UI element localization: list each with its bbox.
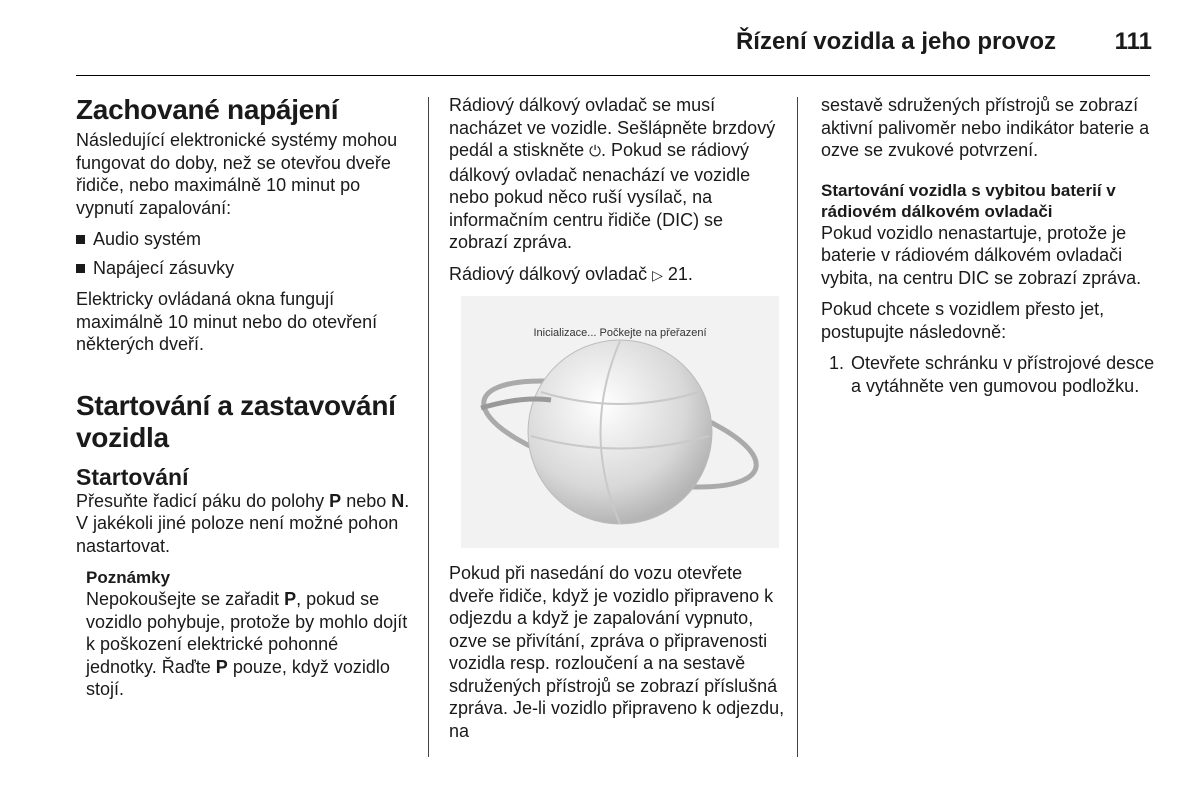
paragraph-continued: sestavě sdružených přístrojů se zobrazí aktivní palivoměr nebo indikátor baterie a ozve se zvukové potvrzení. [821,95,1150,160]
notes-title: Poznámky [86,568,171,587]
arrow-icon: ▷ [652,266,663,283]
notes-text: Nepokoušejte se zařadit P, pokud se vozidlo pohybuje, protože by mohlo dojít k poškození elektrické pohonné jednotky. Řaďte P pouze, když vozidlo stojí. [86,589,408,699]
paragraph-remote: Rádiový dálkový ovladač se musí nacházet ve vozidle. Sešlápněte brzdový pedál a stiskněte ⏻. Pokud se rádiový dálkový ovladač nenachází ve vozidle nebo pokud něco ruší vysílač, na informačním centru řidiče (DIC) se zobrazí zpráva. [449,95,776,252]
notes-box [76,567,412,701]
heading-starting: Startování [76,463,189,490]
paragraph-windows: Elektricky ovládaná okna fungují maximálně 10 minut nebo do otevření některých dveří. [76,289,378,354]
paragraph-battery: Pokud vozidlo nenastartuje, protože je baterie v rádiovém dálkovém ovladači vybita, na centru DIC se zobrazí zpráva. [821,222,1142,288]
paragraph-starting: Přesuňte řadicí páku do polohy P nebo N. V jakékoli jiné poloze není možné pohon nastartovat. [76,490,410,556]
procedure-steps [821,352,1157,397]
retained-power-list [76,228,412,279]
power-icon: ⏻ [589,143,601,160]
chapter-title: Řízení vozidla a jeho provoz [735,28,1056,55]
column-divider-1 [428,97,429,757]
page-number: 111 [1114,28,1152,55]
paragraph-procedure: Pokud chcete s vozidlem přesto jet, postupujte následovně: [821,299,1105,342]
column-2 [449,94,785,751]
list-item: Napájecí zásuvky [76,257,412,280]
list-item: 1. Otevřete schránku v přístrojové desce a vytáhněte ven gumovou podložku. [829,353,1155,396]
header-rule [76,75,1150,76]
column-3 [821,94,1157,397]
paragraph-remote-ref: Rádiový dálkový ovladač ▷ 21. [449,263,785,287]
column-1 [76,94,412,710]
paragraph-door: Pokud při nasedání do vozu otevřete dveře řidiče, když je vozidlo připraveno k odjezdu a když je zapalování vypnuto, ozve se přivítání, zpráva o připravenosti vozidla resp. rozloučení a na sestavě sdružených přístrojů se zobrazí příslušná zpráva. Je-li vozidlo připraveno k odjezdu, na [449,563,785,741]
paragraph-retained-power: Následující elektronické systémy mohou fungovat do doby, než se otevřou dveře řidiče, nebo maximálně 10 minut po vypnutí zapalování: [76,130,398,218]
bullet-icon [76,235,85,244]
heading-start-stop: Startování a zastavování vozidla [76,389,396,453]
heading-retained-power: Zachované napájení [76,94,339,125]
dic-display-figure [461,296,779,548]
heading-dead-battery: Startování vozidla s vybitou baterií v rádiovém dálkovém ovladači [821,180,1116,221]
bullet-icon [76,264,85,273]
figure-caption: Inicializace... Počkejte na přeřazení [533,327,707,339]
list-item: Audio systém [76,228,412,251]
column-divider-2 [797,97,798,757]
